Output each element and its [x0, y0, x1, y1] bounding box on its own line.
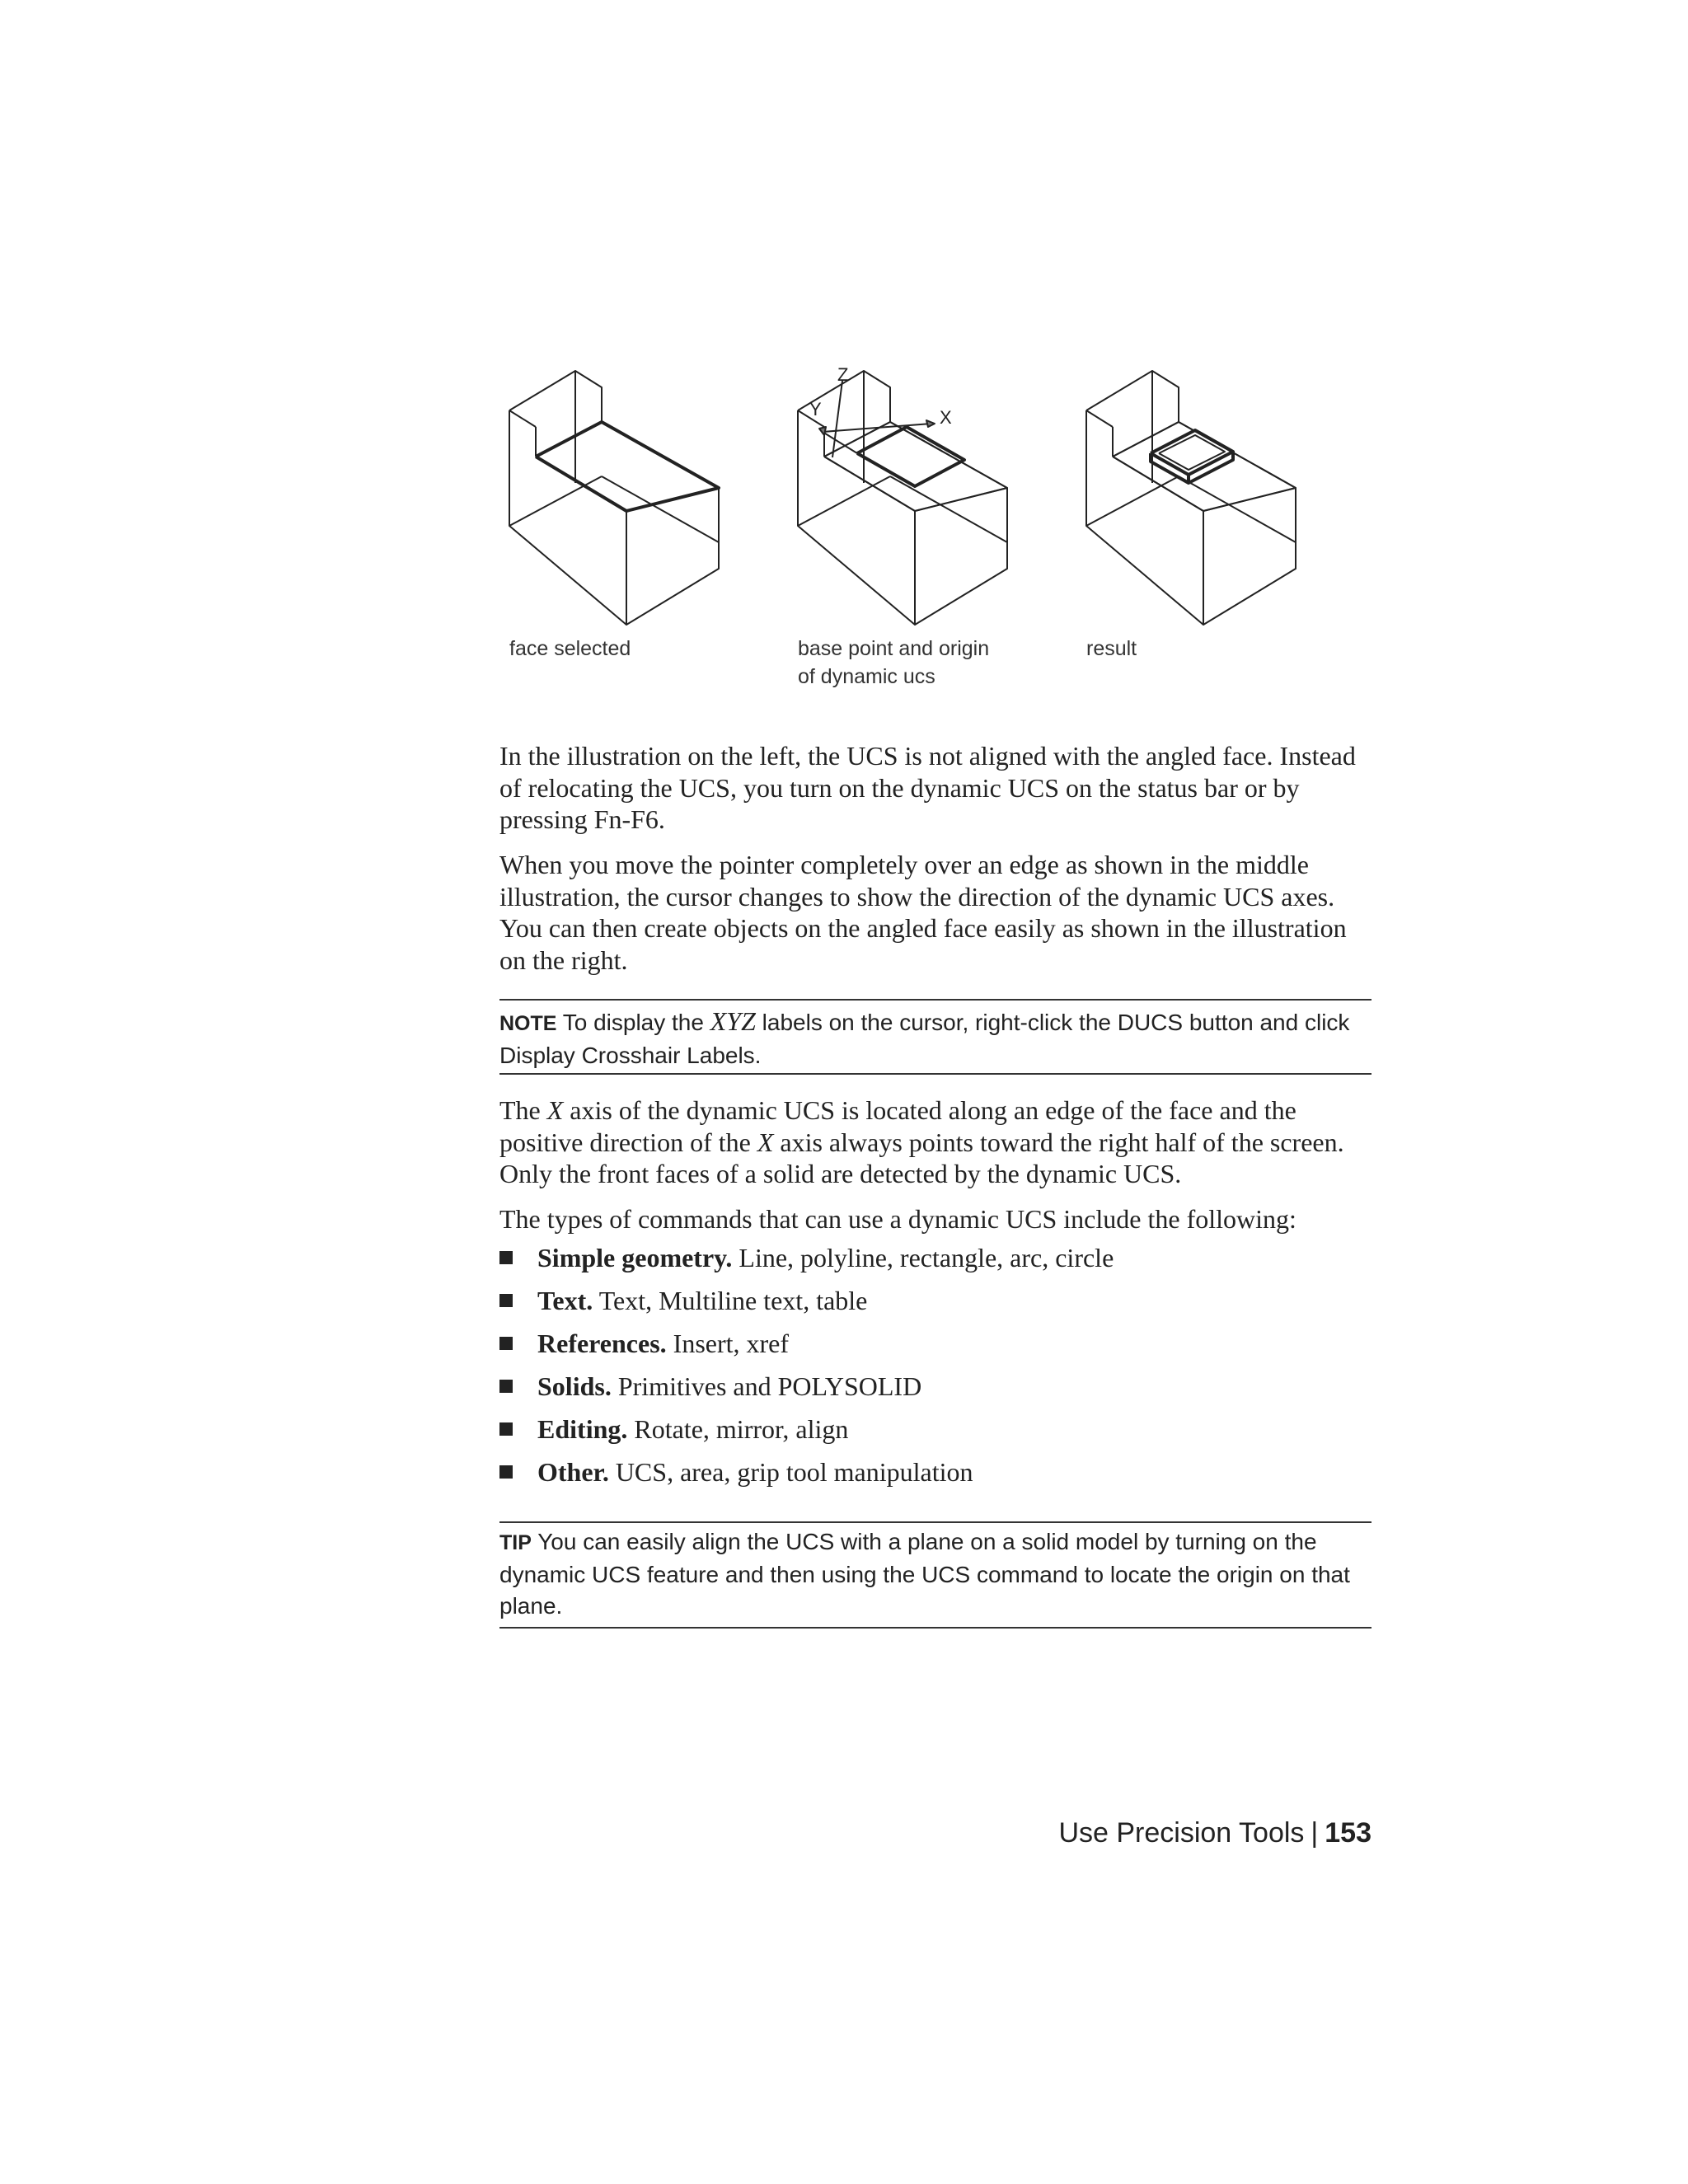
command-types-list — [499, 1236, 1372, 1493]
p3-text-3: axis always points toward the right half of the screen. Only the front faces of a solid are detected by the dynamic UCS. — [499, 1127, 1344, 1188]
caption-result: result — [1086, 637, 1137, 660]
z-axis-label: Z — [837, 364, 849, 385]
list-item — [499, 1408, 1372, 1451]
list-item-text: Line, polyline, rectangle, arc, circle — [732, 1243, 1114, 1272]
footer-separator: | — [1311, 1817, 1319, 1849]
list-item-text: Rotate, mirror, align — [627, 1414, 849, 1444]
y-axis-label: Y — [809, 399, 822, 419]
caption-base-point-line1: base point and origin — [798, 637, 990, 660]
paragraph-illustration-left: In the illustration on the left, the UCS is not aligned with the angled face. Instead of relocating the UCS, you turn on the dynamic UCS on the status bar or by pressing Fn-F6. — [499, 741, 1356, 834]
tip-box — [499, 1526, 1372, 1623]
list-item — [499, 1279, 1372, 1322]
list-item — [499, 1236, 1372, 1279]
tip-text: You can easily align the UCS with a plane on a solid model by turning on the dynamic UCS feature and then using the UCS command to locate the origin on that plane. — [499, 1529, 1350, 1619]
solid-face-selected-drawing — [509, 371, 719, 625]
note-xyz: XYZ — [710, 1006, 756, 1036]
tip-label: TIP — [499, 1531, 532, 1554]
p3-text-2: axis of the dynamic UCS is located along an edge of the face and the positive direction of the — [499, 1095, 1296, 1157]
list-item — [499, 1322, 1372, 1365]
note-box — [499, 1005, 1372, 1071]
caption-face-selected: face selected — [509, 637, 631, 660]
footer-section-title: Use Precision Tools — [1058, 1817, 1305, 1849]
note-text-end: labels on the cursor, right-click the DUCS button and click Display Crosshair Labels. — [499, 1010, 1350, 1068]
list-item-text: UCS, area, grip tool manipulation — [608, 1457, 973, 1487]
page-footer — [1058, 1817, 1372, 1849]
p3-text-1: The — [499, 1095, 547, 1125]
paragraph-x-axis — [499, 1094, 1372, 1190]
note-top-rule — [499, 999, 1372, 1001]
square-bullet-icon — [499, 1422, 513, 1436]
note-text-start: To display the — [562, 1010, 710, 1035]
list-item — [499, 1365, 1372, 1408]
square-bullet-icon — [499, 1380, 513, 1393]
list-item-text: Text, Multiline text, table — [593, 1286, 868, 1315]
list-item-text: Insert, xref — [666, 1329, 790, 1358]
paragraph-pointer-over-edge: When you move the pointer completely over an edge as shown in the middle illustration, the cursor changes to show the direction of the dynamic UCS axes. You can then create objects on the angled face easily as shown in the illustration on the right. — [499, 850, 1347, 975]
page-number: 153 — [1325, 1817, 1372, 1849]
caption-base-point-line2: of dynamic ucs — [798, 665, 935, 688]
tip-top-rule — [499, 1521, 1372, 1523]
list-item-lead: Simple geometry. — [537, 1243, 733, 1272]
list-item-lead: Editing. — [537, 1414, 628, 1444]
x-axis-label: X — [940, 407, 952, 428]
note-label: NOTE — [499, 1012, 557, 1035]
tip-bottom-rule — [499, 1627, 1372, 1629]
ucs-illustration — [495, 346, 1401, 717]
paragraph-command-types: The types of commands that can use a dynamic UCS include the following: — [499, 1204, 1296, 1234]
square-bullet-icon — [499, 1337, 513, 1350]
list-item-lead: Other. — [537, 1457, 609, 1487]
p3-x-italic-2: X — [757, 1127, 774, 1157]
solid-result-drawing — [1086, 371, 1296, 625]
square-bullet-icon — [499, 1294, 513, 1307]
list-item-lead: Text. — [537, 1286, 593, 1315]
solid-dynamic-ucs-drawing — [798, 364, 1007, 625]
p3-x-italic-1: X — [546, 1095, 564, 1125]
list-item-text: Primitives and POLYSOLID — [611, 1371, 922, 1401]
square-bullet-icon — [499, 1465, 513, 1479]
list-item-lead: References. — [537, 1329, 667, 1358]
note-bottom-rule — [499, 1073, 1372, 1075]
list-item — [499, 1451, 1372, 1493]
square-bullet-icon — [499, 1251, 513, 1264]
list-item-lead: Solids. — [537, 1371, 612, 1401]
